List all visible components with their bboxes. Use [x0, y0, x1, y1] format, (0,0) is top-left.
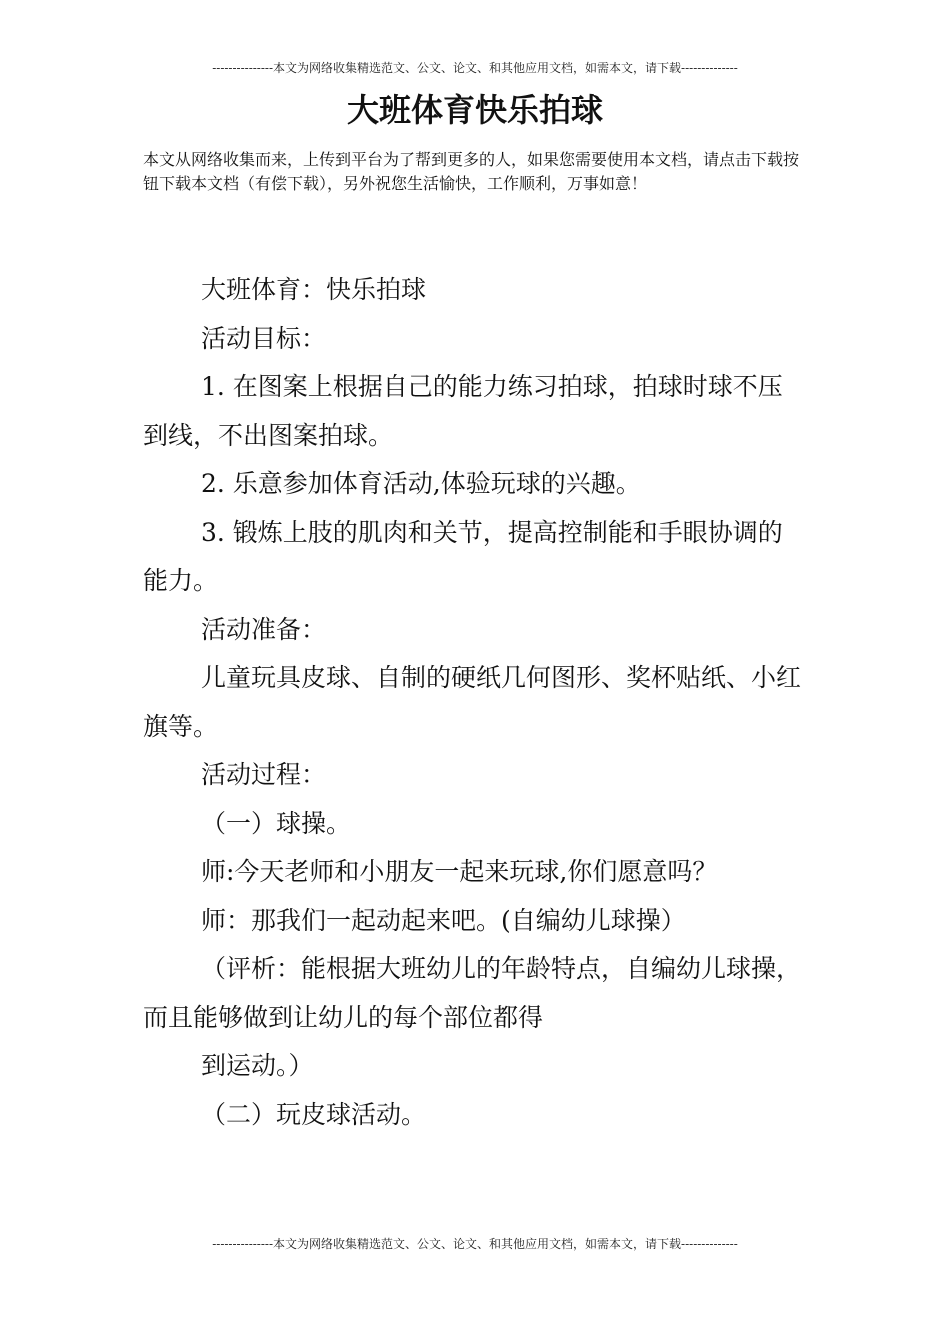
document-body [143, 266, 807, 1139]
document-title: 大班体育快乐拍球 [346, 91, 603, 129]
paragraph: 活动目标： [201, 323, 327, 353]
footer-banner: ---------------本文为网络收集精选范文、公文、论文、和其他应用文档，如需本文，请下载-------------- [212, 1237, 738, 1251]
paragraph: 2. 乐意参加体育活动,体验玩球的兴趣。 [201, 469, 641, 498]
paragraph: （二）玩皮球活动。 [201, 1099, 427, 1129]
paragraph: 3. 锻炼上肢的肌肉和关节，提高控制能和手眼协调的能力。 [143, 517, 783, 595]
paragraph: 活动准备： [201, 614, 327, 644]
paragraph: 大班体育：快乐拍球 [201, 275, 427, 304]
header-banner: ---------------本文为网络收集精选范文、公文、论文、和其他应用文档，如需本文，请下载-------------- [212, 61, 738, 75]
paragraph: 1. 在图案上根据自己的能力练习拍球，拍球时球不压到线，不出图案拍球。 [143, 372, 783, 450]
paragraph: 到运动。） [201, 1051, 314, 1080]
paragraph: 活动过程： [201, 760, 327, 789]
paragraph: 师：那我们一起动起来吧。(自编幼儿球操） [201, 905, 686, 935]
paragraph: 师:今天老师和小朋友一起来玩球,你们愿意吗？ [201, 857, 718, 886]
intro-notice: 本文从网络收集而来，上传到平台为了帮到更多的人，如果您需要使用本文档，请点击下载按钮下载本文档（有偿下载），另外祝您生活愉快，工作顺利，万事如意！ [143, 150, 800, 193]
paragraph: 儿童玩具皮球、自制的硬纸几何图形、奖杯贴纸、小红旗等。 [143, 663, 802, 741]
paragraph: （一）球操。 [201, 808, 352, 838]
paragraph: （评析：能根据大班幼儿的年龄特点，自编幼儿球操，而且能够做到让幼儿的每个部位都得 [143, 954, 802, 1032]
